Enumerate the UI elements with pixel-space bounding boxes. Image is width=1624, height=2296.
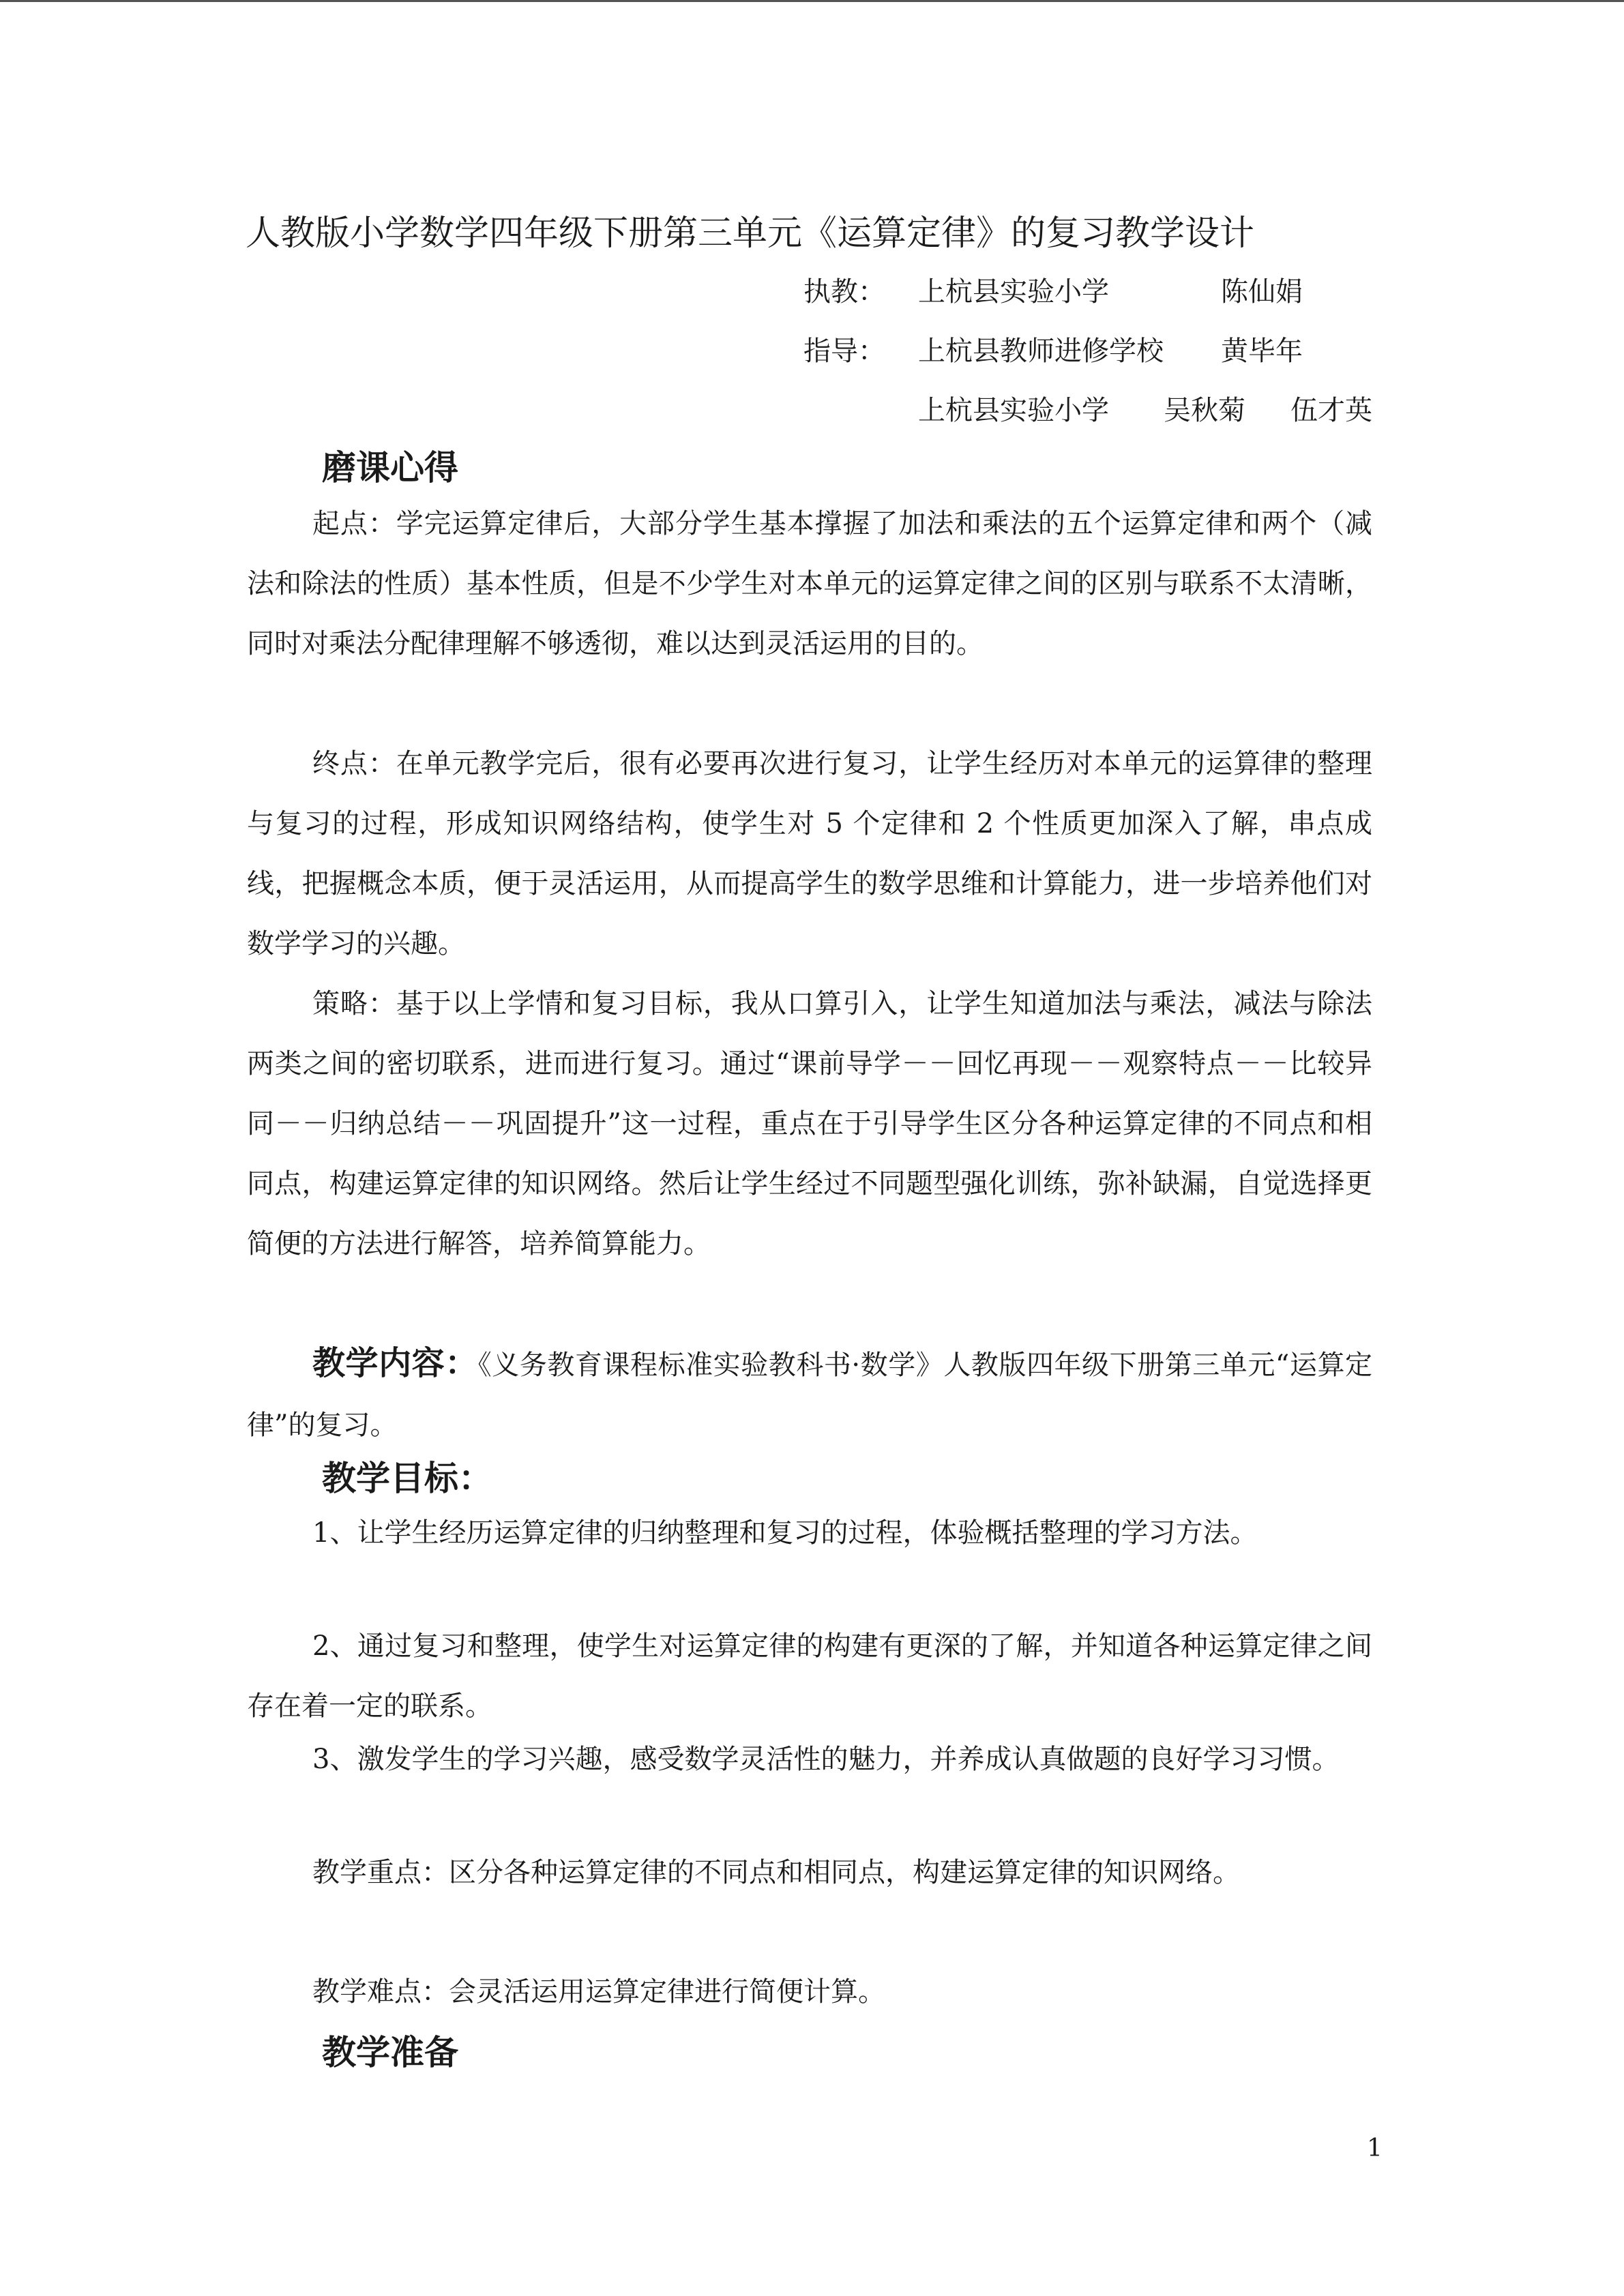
page-number: 1 [1367, 2134, 1383, 2162]
document-title: 人教版小学数学四年级下册第三单元《运算定律》的复习教学设计 [246, 213, 1255, 254]
paragraph-teaching-content [247, 1333, 1372, 1455]
staff-name: 陈仙娟 [1221, 276, 1303, 308]
staff-org: 上杭县教师进修学校 [918, 336, 1164, 367]
staff-org: 上杭县实验小学 [918, 276, 1109, 308]
staff-org: 上杭县实验小学 [918, 395, 1109, 426]
paragraph-celue: 策略：基于以上学情和复习目标，我从口算引入，让学生知道加法与乘法，减法与除法两类之间的密切联系，进而进行复习。通过“课前导学－－回忆再现－－观察特点－－比较异同－－归纳总结－－巩固提升”这一过程，重点在于引导学生区分各种运算定律的不同点和相同点，构建运算定律的知识网络。然后让学生经过不同题型强化训练，弥补缺漏，自觉选择更简便的方法进行解答，培养简算能力。 [247, 988, 1372, 1259]
teaching-content-label: 教学内容： [312, 1344, 478, 1382]
paragraph-qidian: 起点：学完运算定律后，大部分学生基本撑握了加法和乘法的五个运算定律和两个（减法和除法的性质）基本性质，但是不少学生对本单元的运算定律之间的区别与联系不太清晰，同时对乘法分配律理解不够透彻，难以达到灵活运用的目的。 [247, 508, 1372, 659]
staff-name-2: 伍才英 [1290, 395, 1372, 426]
goal-item-1: 1、让学生经历运算定律的归纳整理和复习的过程，体验概括整理的学习方法。 [312, 1517, 1258, 1549]
staff-name: 吴秋菊 [1164, 395, 1245, 426]
paragraph-zhongdian: 终点：在单元教学完后，很有必要再次进行复习，让学生经历对本单元的运算律的整理与复习的过程，形成知识网络结构，使学生对 5 个定律和 2 个性质更加深入了解，串点成线，把握概念本质，便于灵活运用，从而提高学生的数学思维和计算能力，进一步培养他们对数学学习的兴趣。 [247, 748, 1372, 959]
staff-name: 黄毕年 [1221, 336, 1303, 367]
teaching-content-text: 《义务教育课程标准实验教科书·数学》人教版四年级下册第三单元“运算定律”的复习。 [247, 1350, 1372, 1441]
difficulty-point: 教学难点：会灵活运用运算定律进行简便计算。 [312, 1976, 885, 2008]
goal-item-2: 2、通过复习和整理，使学生对运算定律的构建有更深的了解，并知道各种运算定律之间存在着一定的联系。 [247, 1630, 1372, 1722]
section-heading-mokexinde: 磨课心得 [322, 448, 458, 488]
section-heading-preparation: 教学准备 [322, 2033, 458, 2072]
section-heading-goals: 教学目标： [322, 1459, 492, 1498]
staff-role: 执教： [803, 276, 885, 308]
key-point: 教学重点：区分各种运算定律的不同点和相同点，构建运算定律的知识网络。 [312, 1857, 1240, 1888]
staff-role: 指导： [803, 336, 885, 367]
goal-item-3: 3、激发学生的学习兴趣，感受数学灵活性的魅力，并养成认真做题的良好学习习惯。 [312, 1744, 1340, 1775]
top-border [0, 0, 1624, 2]
